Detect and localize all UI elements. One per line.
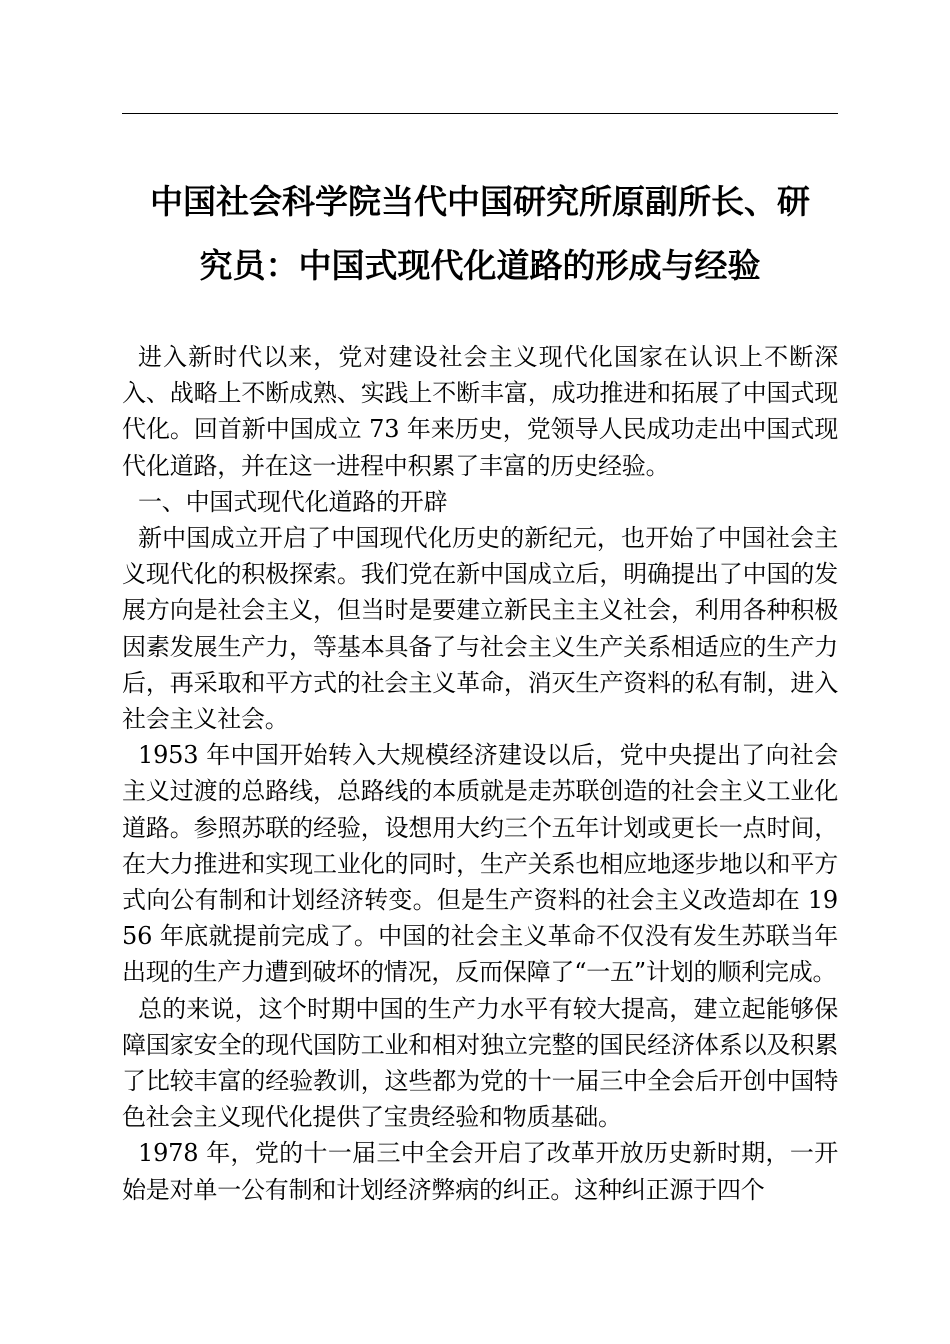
title-line-2: 究员：中国式现代化道路的形成与经验 [199,246,761,285]
paragraph: 1978 年，党的十一届三中全会开启了改革开放历史新时期，一开始是对单一公有制和计划经济弊病的纠正。这种纠正源于四个 [122,1139,838,1204]
paragraph: 1953 年中国开始转入大规模经济建设以后，党中央提出了向社会主义过渡的总路线，总路线的本质就是走苏联创造的社会主义工业化道路。参照苏联的经验，设想用大约三个五年计划或更长一点时间，在大力推进和实现工业化的同时，生产关系也相应地逐步地以和平方式向公有制和计划经济转变。但是生产资料的社会主义改造却在 1956 年底就提前完成了。中国的社会主义革命不仅没有发生苏联当年出现的生产力遭到破坏的情况，反而保障了“一五”计划的顺利完成。 [122,741,838,987]
paragraph: 新中国成立开启了中国现代化历史的新纪元，也开始了中国社会主义现代化的积极探索。我们党在新中国成立后，明确提出了中国的发展方向是社会主义，但当时是要建立新民主主义社会，利用各种积极因素发展生产力，等基本具备了与社会主义生产关系相适应的生产力后，再采取和平方式的社会主义革命，消灭生产资料的私有制，进入社会主义社会。 [122,524,838,734]
document-body [122,339,838,1208]
section-heading: 一、中国式现代化道路的开辟 [138,487,448,516]
paragraph-intro: 进入新时代以来，党对建设社会主义现代化国家在认识上不断深入、战略上不断成熟、实践上不断丰富，成功推进和拓展了中国式现代化。回首新中国成立 73 年来历史，党领导人民成功走出中国式现代化道路，并在这一进程中积累了丰富的历史经验。 [122,343,838,480]
title-line-1: 中国社会科学院当代中国研究所原副所长、研 [150,182,810,221]
header-rule [122,113,838,114]
document-title [114,170,846,298]
paragraph: 总的来说，这个时期中国的生产力水平有较大提高，建立起能够保障国家安全的现代国防工业和相对独立完整的国民经济体系以及积累了比较丰富的经验教训，这些都为党的十一届三中全会后开创中国特色社会主义现代化提供了宝贵经验和物质基础。 [122,994,838,1132]
